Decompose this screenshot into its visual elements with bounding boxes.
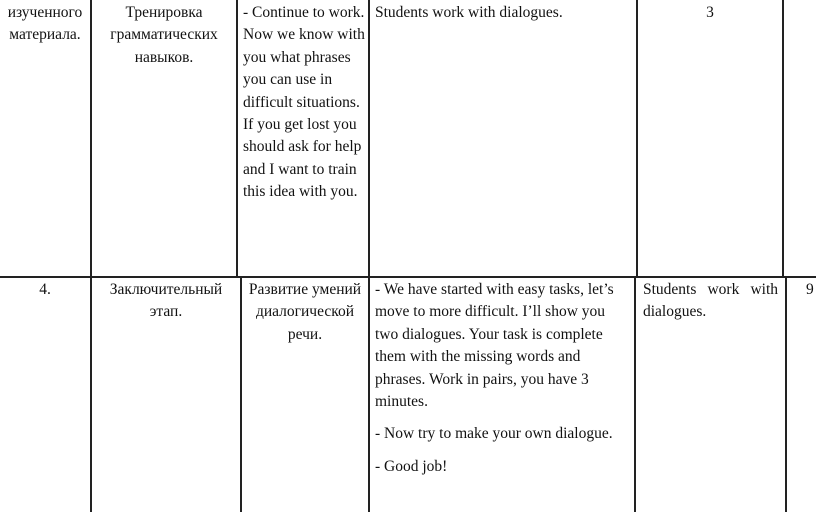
column-divider (636, 0, 638, 277)
row2-time-text: 9 (806, 281, 814, 298)
row2-student-text: Students work with dialogues. (643, 281, 778, 321)
row1-objective-cell (98, 2, 230, 69)
column-divider (634, 276, 636, 512)
row2-teacher-cell (375, 279, 631, 488)
row2-number-cell (0, 279, 90, 301)
column-divider (240, 276, 242, 512)
column-divider (236, 0, 238, 277)
row1-student-cell (375, 2, 633, 24)
column-divider (90, 0, 92, 512)
row1-teacher-cell (243, 2, 365, 204)
row1-time-text: 3 (706, 4, 714, 21)
row2-teacher-paragraph: - Now try to make your own dialogue. (375, 425, 613, 443)
column-divider (368, 0, 370, 512)
row1-student-text: Students work with dialogues. (375, 4, 563, 21)
row-divider (0, 276, 816, 278)
column-divider (785, 276, 787, 512)
row1-teacher-text: - Continue to work. Now we know with you what phrases you can use in difficult situations. If you get lost you should ask for help and I want to train this idea with you. (243, 4, 365, 201)
row2-stage-text: Заключительный этап. (109, 281, 223, 321)
row2-stage-cell (96, 279, 236, 324)
row1-time-cell (638, 2, 782, 24)
row2-objective-cell (244, 279, 366, 346)
row1-stage-cell (0, 2, 90, 47)
row2-objective-text: Развитие умений диалогической речи. (248, 281, 362, 343)
row2-number-text: 4. (39, 281, 51, 298)
row1-stage-text: изученного материала. (7, 4, 83, 44)
row2-teacher-paragraph: - We have started with easy tasks, let’s move to more difficult. I’ll show you two dialogues. Your task is complete them with the missing words and phrases. Work in pairs, you have 3 minutes. (375, 281, 614, 411)
row2-teacher-paragraph: - Good job! (375, 457, 448, 475)
row2-student-cell (643, 279, 778, 324)
row2-time-cell (806, 279, 816, 301)
row1-objective-text: Тренировка грамматических навыков. (110, 4, 218, 66)
column-divider (782, 0, 784, 277)
